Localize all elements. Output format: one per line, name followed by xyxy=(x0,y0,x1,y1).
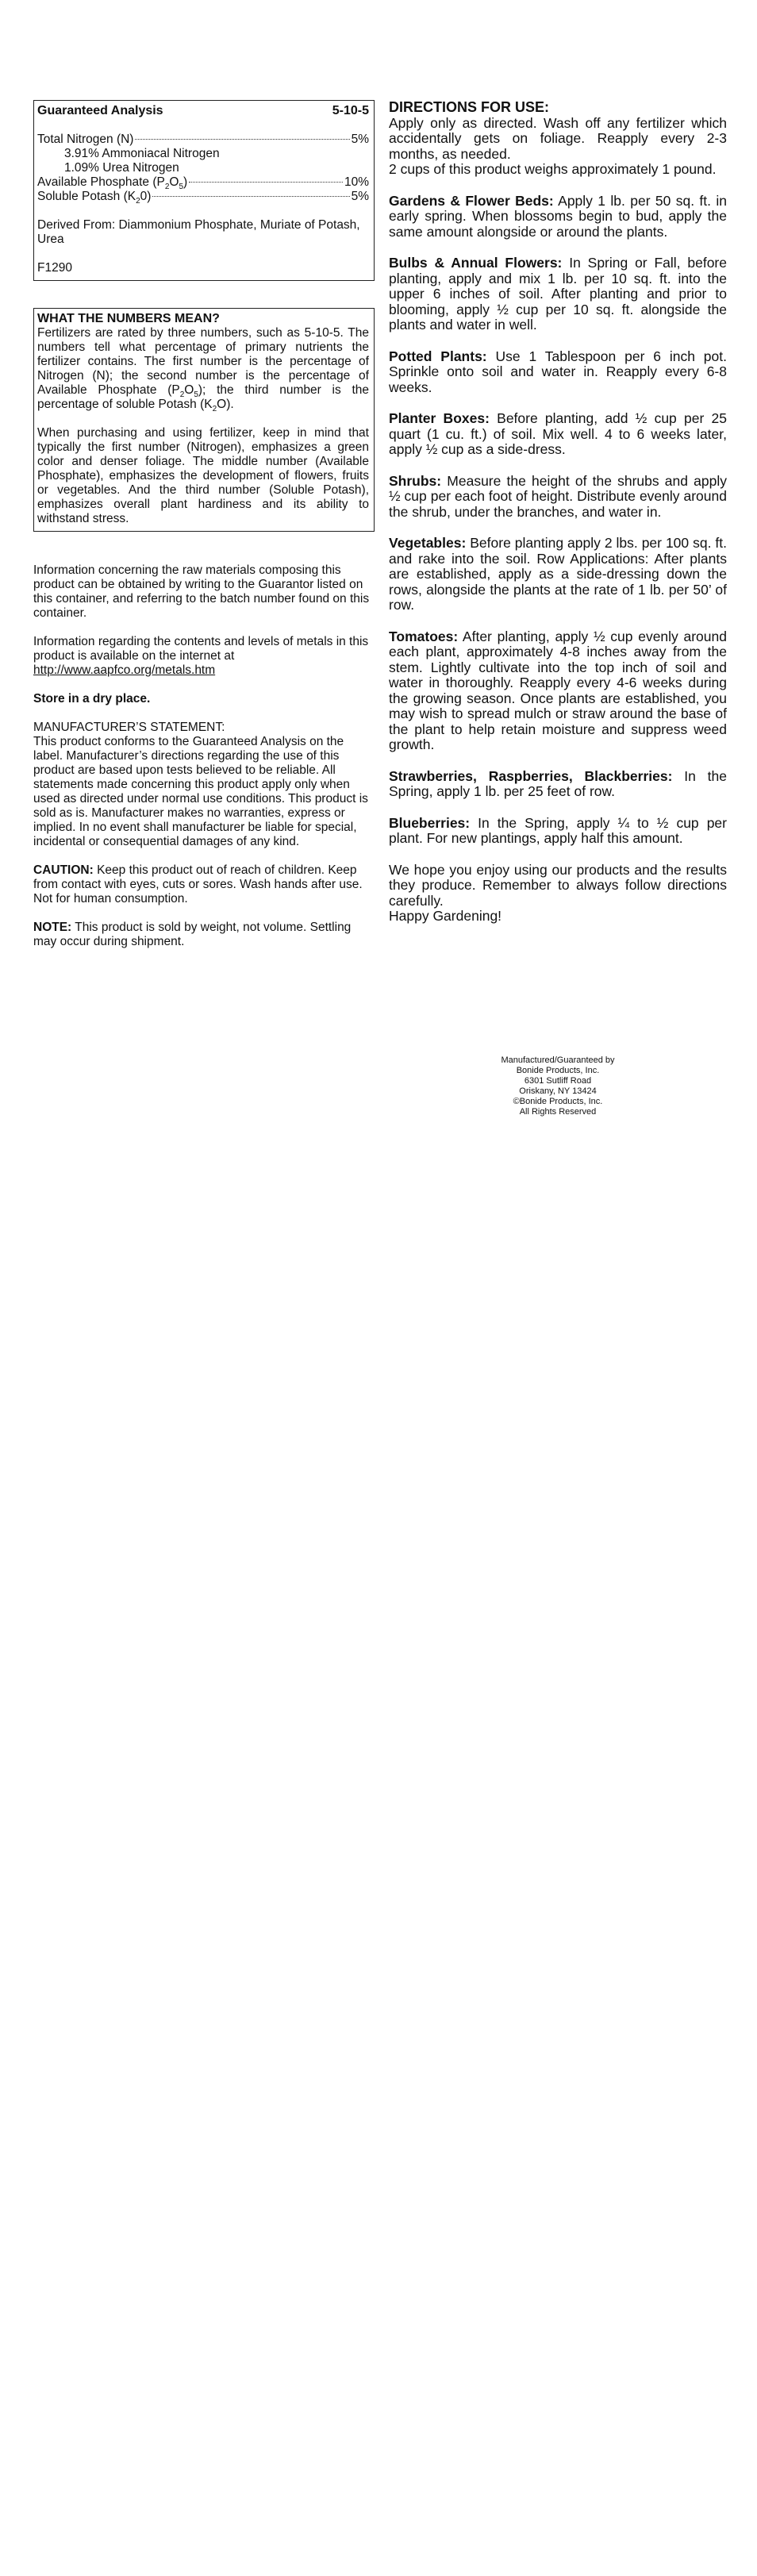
total-nitrogen-row xyxy=(37,133,369,147)
planter-directions: Planter Boxes: Before planting, add ½ cup per 25 quart (1 cu. ft.) of soil. Mix well. 4 to 6 weeks later, apply ½ cup as a side-dress. xyxy=(389,410,728,457)
dot-leader xyxy=(135,139,349,140)
gardens-directions: Gardens & Flower Beds: Apply 1 lb. per 50 sq. ft. in early spring. When blossoms begin to bud, apply the same amount alongside or around the plants. xyxy=(389,192,727,240)
left-column xyxy=(33,100,375,963)
ammoniacal-nitrogen: 3.91% Ammoniacal Nitrogen xyxy=(64,147,220,160)
numbers-meaning-paragraph-2: When purchasing and using fertilizer, keep in mind that typically the first number (Nitrogen), emphasizes a green color and denser foliage. The middle number (Available Phosphate), emphasizes the development of flowers, fruits or vegetables. And the third number (Soluble Potash), emphasizes overall plant hardiness and its ability to withstand stress. xyxy=(37,426,369,525)
metals-link[interactable]: http://www.aapfco.org/metals.htm xyxy=(33,663,216,677)
guaranteed-analysis-title: Guaranteed Analysis xyxy=(37,104,163,117)
store-instruction: Store in a dry place. xyxy=(33,692,151,706)
tomatoes-directions: Tomatoes: After planting, apply ½ cup evenly around each plant, approximately 4-8 inches away from the stem. Lightly cultivate into the top inch of soil and water in thoroughly. Reapply every 4-6 weeks during the growing season. Once plants are established, you may wish to spread mulch or straw around the base of the plant to help retain moisture and suppress weed growth. xyxy=(389,628,727,752)
left-info-text xyxy=(33,563,375,949)
footer-line: Oriskany, NY 13424 xyxy=(519,1086,597,1096)
formula-number: 5-10-5 xyxy=(332,104,369,117)
potted-directions: Potted Plants: Use 1 Tablespoon per 6 inch pot. Sprinkle onto soil and water in. Reapply every 6-8 weeks. xyxy=(389,348,727,395)
product-code: F1290 xyxy=(37,261,72,275)
shrubs-directions: Shrubs: Measure the height of the shrubs and apply ½ cup per each foot of height. Distribute evenly around the shrub, under the branches, and water in. xyxy=(389,472,727,520)
manufacturer-statement: MANUFACTURER’S STATEMENT: This product conforms to the Guaranteed Analysis on the label. Manufacturer’s directions regarding the use of this product are based upon tests believed to be reliable. All statements made concerning this product apply only when used as directed under normal use conditions. This product is sold as is. Manufacturer makes no warranties, express or implied. In no event shall manufacturer be liable for special, incidental or consequential damages of any kind. xyxy=(33,721,368,848)
numbers-meaning-title: WHAT THE NUMBERS MEAN? xyxy=(37,312,220,325)
dot-leader xyxy=(189,182,343,183)
total-nitrogen-value: 5% xyxy=(351,133,369,146)
note-statement: NOTE: This product is sold by weight, not volume. Settling may occur during shipment. xyxy=(33,921,352,948)
derived-from: Derived From: Diammonium Phosphate, Muriate of Potash, Urea xyxy=(37,218,360,246)
phosphate-label: Available Phosphate $(P_2O_5)$ xyxy=(37,175,188,192)
footer-line: Bonide Products, Inc. xyxy=(516,1066,600,1075)
blueberries-directions: Blueberries: In the Spring, apply ¼ to ½ cup per plant. For new plantings, apply half this amount. xyxy=(389,814,727,846)
numbers-meaning-paragraph-1: Fertilizers are rated by three numbers, such as 5-10-5. The numbers tell what percentage of primary nutrients the fertilizer contains. The first number is the percentage of Nitrogen (N); the second number is the percentage of Available Phosphate $(P_2O_5)$; the third number is the percentage of soluble Potash $(K_2O)$. xyxy=(37,326,369,414)
potash-value: 5% xyxy=(351,190,369,203)
dot-leader xyxy=(152,196,349,197)
numbers-meaning-box xyxy=(33,308,375,532)
urea-nitrogen: 1.09% Urea Nitrogen xyxy=(64,161,179,175)
vegetables-directions: Vegetables: Before planting apply 2 lbs. per 100 sq. ft. and rake into the soil. Row Applications: After plants are established, apply as a side-dressing down the rows, alongside the plants at the rate of 1 lb. per 50’ of row. xyxy=(389,535,727,613)
directions-intro: Apply only as directed. Wash off any fertilizer which accidentally gets on foliage. Reapply every 2-3 months, as needed. 2 cups of this product weighs approximately 1 pound. xyxy=(389,114,727,177)
total-nitrogen-label: Total Nitrogen (N) xyxy=(37,133,134,146)
closing-message: We hope you enjoy using our products and the results they produce. Remember to always follow directions carefully. Happy Gardening! xyxy=(389,861,727,924)
phosphate-row xyxy=(37,175,369,190)
metals-info: Information regarding the contents and levels of metals in this product is available on the internet at http://www.aapfco.org/metals.htm xyxy=(33,635,369,677)
potash-label: Soluble Potash $(K_20)$ xyxy=(37,190,152,206)
caution-statement: CAUTION: Keep this product out of reach of children. Keep from contact with eyes, cuts or sores. Wash hands after use. Not for human consumption. xyxy=(33,863,363,905)
footer-line: Manufactured/Guaranteed by xyxy=(501,1055,615,1065)
bulbs-directions: Bulbs & Annual Flowers: In Spring or Fall, before planting, apply and mix 1 lb. per 10 sq. ft. into the upper 6 inches of soil. After planting and prior to blooming, apply ½ cup per 10 sq. ft. alongside the plants and water in well. xyxy=(389,255,727,333)
footer-line: ©Bonide Products, Inc. xyxy=(513,1097,603,1106)
footer-line: 6301 Sutliff Road xyxy=(524,1076,592,1086)
directions-title: DIRECTIONS FOR USE: xyxy=(389,99,550,115)
directions-column xyxy=(389,100,727,940)
phosphate-value: 10% xyxy=(344,175,369,189)
raw-materials-info: Information concerning the raw materials composing this product can be obtained by writing to the Guarantor listed on this container, and referring to the batch number found on this container. xyxy=(33,563,370,620)
manufacturer-footer xyxy=(389,1055,727,1117)
guaranteed-analysis-header xyxy=(37,104,369,118)
potash-row xyxy=(37,190,369,204)
berries-directions: Strawberries, Raspberries, Blackberries: In the Spring, apply 1 lb. per 25 feet of row. xyxy=(389,767,727,799)
footer-line: All Rights Reserved xyxy=(519,1107,597,1117)
guaranteed-analysis-box xyxy=(33,100,375,281)
